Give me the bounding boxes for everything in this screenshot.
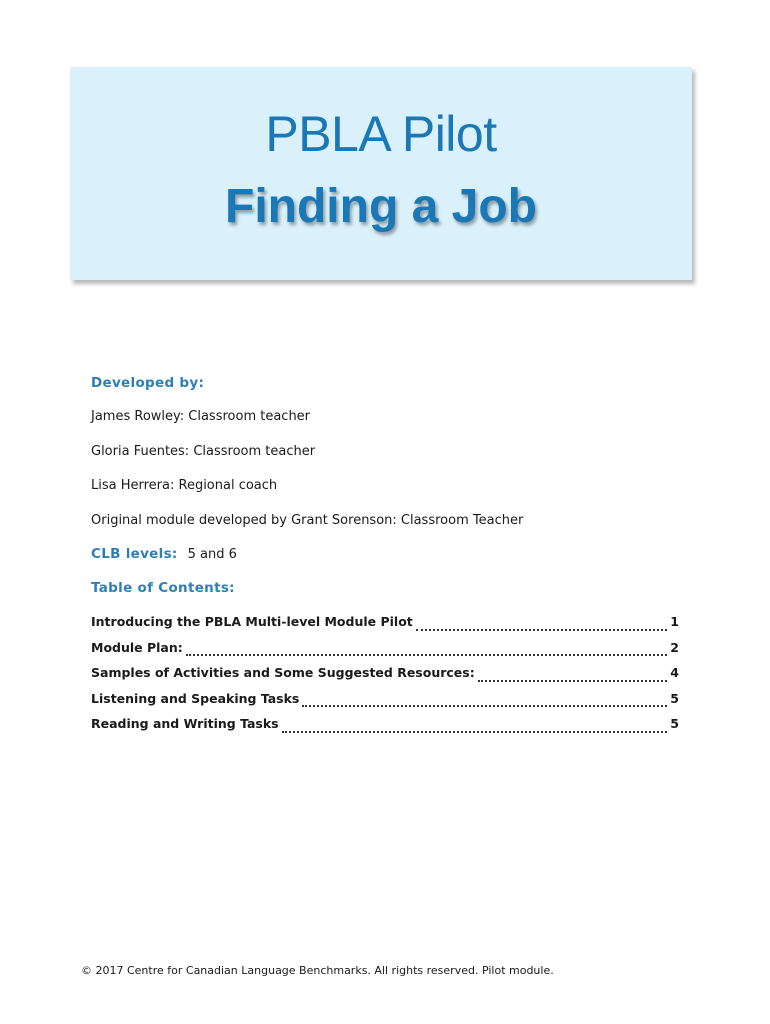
toc-entry-page: 4	[670, 665, 679, 680]
toc-leader-dots	[186, 654, 668, 656]
toc-entry-page: 5	[670, 690, 679, 706]
toc-entry-title: Listening and Speaking Tasks	[91, 690, 300, 706]
toc-entry-title: Introducing the PBLA Multi-level Module Pilot	[91, 614, 413, 629]
toc-entry-title: Reading and Writing Tasks	[91, 716, 279, 731]
toc-leader-dots	[282, 731, 668, 733]
clb-levels-label: CLB levels:	[91, 546, 178, 562]
toc-entry-page: 1	[670, 614, 679, 629]
toc-entry-page: 5	[670, 716, 679, 731]
title-box	[70, 67, 692, 280]
toc-entry-title: Module Plan:	[91, 639, 183, 655]
copyright-footer: © 2017 Centre for Canadian Language Benchmarks. All rights reserved. Pilot module.	[81, 964, 554, 977]
toc-entry[interactable]	[91, 665, 679, 691]
toc-entry-title: Samples of Activities and Some Suggested Resources:	[91, 665, 475, 680]
developer-line: Original module developed by Grant Sorenson: Classroom Teacher	[91, 513, 524, 528]
toc-leader-dots	[302, 705, 667, 707]
clb-levels	[91, 546, 237, 562]
toc-leader-dots	[478, 680, 668, 682]
toc-heading: Table of Contents:	[91, 580, 235, 596]
developer-line: James Rowley: Classroom teacher	[91, 409, 311, 424]
toc-leader-dots	[416, 629, 668, 631]
developer-line: Gloria Fuentes: Classroom teacher	[91, 444, 316, 459]
toc-entry[interactable]	[91, 614, 679, 640]
toc-entry[interactable]	[91, 640, 679, 666]
toc-entry[interactable]	[91, 691, 679, 717]
clb-levels-value: 5 and 6	[187, 547, 237, 562]
developed-by-heading: Developed by:	[91, 375, 205, 391]
developer-line: Lisa Herrera: Regional coach	[91, 478, 278, 493]
toc-entry-page: 2	[670, 639, 679, 655]
document-subtitle: Finding a Job	[225, 180, 537, 233]
toc-entry[interactable]	[91, 716, 679, 742]
table-of-contents	[91, 614, 679, 742]
document-title: PBLA Pilot	[265, 106, 497, 162]
